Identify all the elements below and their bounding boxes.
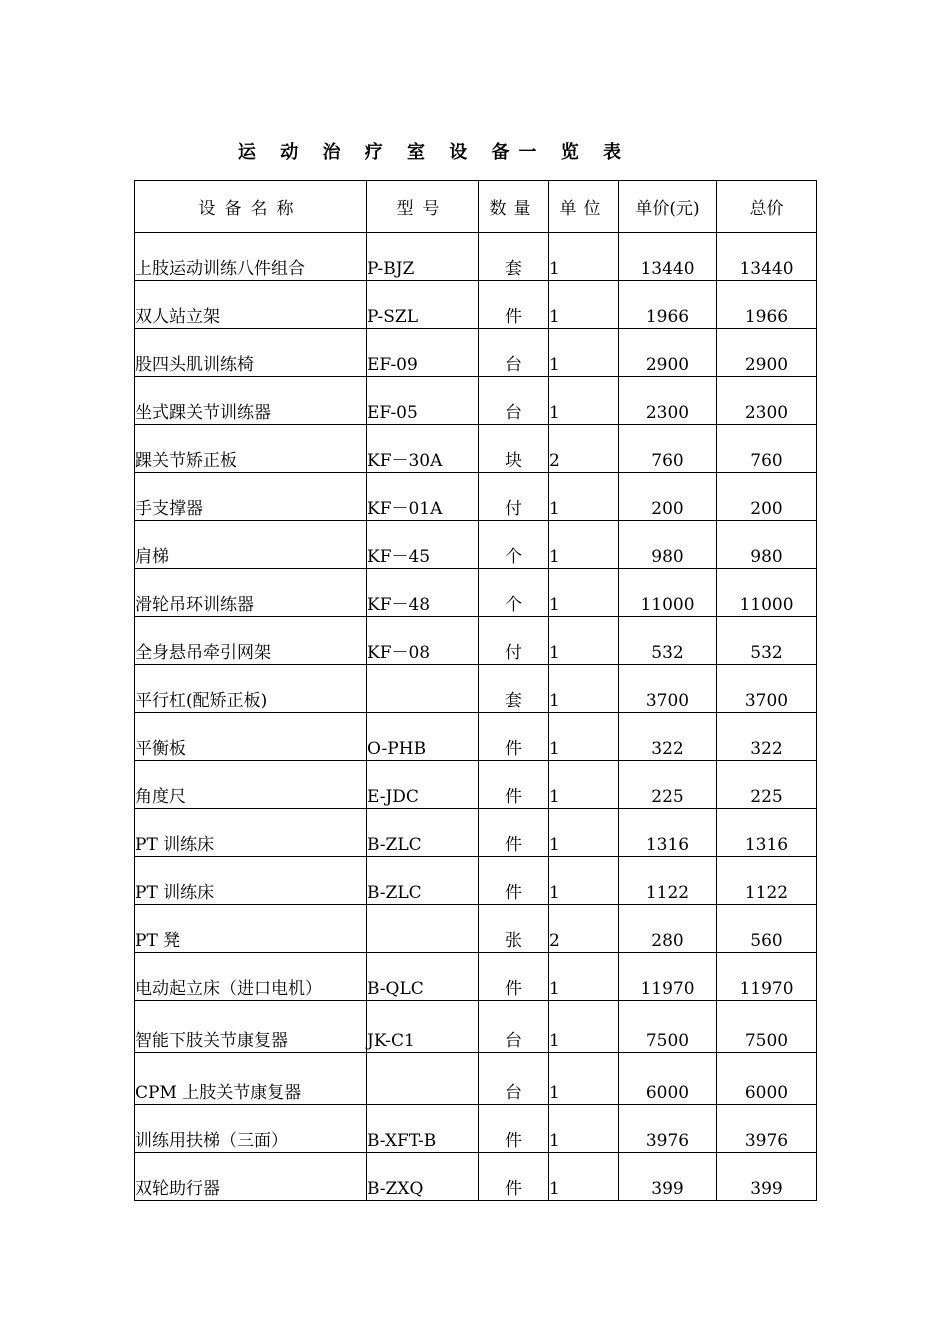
header-name: 设备名称: [135, 181, 367, 233]
cell-model: B-ZLC: [367, 857, 479, 905]
cell-name: 手支撑器: [135, 473, 367, 521]
cell-qty: 件: [479, 857, 549, 905]
cell-price: 11970: [619, 953, 717, 1001]
table-row: [135, 905, 817, 953]
cell-unit: 1: [549, 857, 619, 905]
cell-name: 训练用扶梯（三面）: [135, 1105, 367, 1153]
cell-name: 智能下肢关节康复器: [135, 1001, 367, 1053]
cell-qty: 件: [479, 281, 549, 329]
cell-price: 13440: [619, 233, 717, 281]
cell-price: 200: [619, 473, 717, 521]
cell-price: 1122: [619, 857, 717, 905]
cell-qty: 件: [479, 809, 549, 857]
cell-price: 1316: [619, 809, 717, 857]
table-row: [135, 857, 817, 905]
cell-model: [367, 665, 479, 713]
cell-name: 双轮助行器: [135, 1153, 367, 1201]
cell-name: PT 凳: [135, 905, 367, 953]
cell-model: KF－30A: [367, 425, 479, 473]
table-row: [135, 521, 817, 569]
cell-name: 电动起立床（进口电机）: [135, 953, 367, 1001]
cell-name: 平衡板: [135, 713, 367, 761]
table-row: [135, 1001, 817, 1053]
cell-qty: 台: [479, 377, 549, 425]
cell-qty: 件: [479, 1105, 549, 1153]
cell-total: 7500: [717, 1001, 817, 1053]
cell-total: 11000: [717, 569, 817, 617]
cell-model: B-QLC: [367, 953, 479, 1001]
cell-qty: 套: [479, 233, 549, 281]
table-row: [135, 1053, 817, 1105]
cell-qty: 台: [479, 1001, 549, 1053]
cell-model: JK-C1: [367, 1001, 479, 1053]
cell-qty: 付: [479, 473, 549, 521]
cell-model: [367, 905, 479, 953]
cell-unit: 1: [549, 1001, 619, 1053]
cell-qty: 台: [479, 329, 549, 377]
table-row: [135, 761, 817, 809]
cell-total: 11970: [717, 953, 817, 1001]
cell-total: 225: [717, 761, 817, 809]
cell-total: 1122: [717, 857, 817, 905]
cell-name: PT 训练床: [135, 857, 367, 905]
cell-name: 双人站立架: [135, 281, 367, 329]
table-row: [135, 233, 817, 281]
cell-price: 980: [619, 521, 717, 569]
equipment-table: [134, 180, 817, 1201]
cell-name: CPM 上肢关节康复器: [135, 1053, 367, 1105]
cell-qty: 个: [479, 521, 549, 569]
cell-model: P-BJZ: [367, 233, 479, 281]
cell-unit: 1: [549, 377, 619, 425]
cell-price: 2300: [619, 377, 717, 425]
page-title: 运 动 治 疗 室 设 备一 览 表: [237, 142, 631, 163]
table-row: [135, 329, 817, 377]
cell-unit: 1: [549, 713, 619, 761]
table-row: [135, 569, 817, 617]
cell-qty: 付: [479, 617, 549, 665]
cell-name: 滑轮吊环训练器: [135, 569, 367, 617]
cell-qty: 件: [479, 1153, 549, 1201]
cell-total: 2900: [717, 329, 817, 377]
cell-total: 3976: [717, 1105, 817, 1153]
cell-total: 322: [717, 713, 817, 761]
header-unit: 单位: [549, 181, 619, 233]
cell-total: 532: [717, 617, 817, 665]
table-row: [135, 425, 817, 473]
cell-unit: 1: [549, 233, 619, 281]
cell-name: 上肢运动训练八件组合: [135, 233, 367, 281]
cell-name: 平行杠(配矫正板): [135, 665, 367, 713]
cell-price: 6000: [619, 1053, 717, 1105]
header-price: 单价(元): [619, 181, 717, 233]
cell-price: 280: [619, 905, 717, 953]
cell-price: 760: [619, 425, 717, 473]
cell-unit: 1: [549, 569, 619, 617]
table-row: [135, 281, 817, 329]
cell-price: 11000: [619, 569, 717, 617]
cell-qty: 台: [479, 1053, 549, 1105]
cell-unit: 1: [549, 281, 619, 329]
table-row: [135, 665, 817, 713]
cell-total: 200: [717, 473, 817, 521]
table-row: [135, 1153, 817, 1201]
cell-model: B-XFT-B: [367, 1105, 479, 1153]
cell-price: 322: [619, 713, 717, 761]
cell-model: O-PHB: [367, 713, 479, 761]
cell-qty: 件: [479, 713, 549, 761]
cell-model: P-SZL: [367, 281, 479, 329]
cell-price: 1966: [619, 281, 717, 329]
cell-qty: 张: [479, 905, 549, 953]
cell-price: 3700: [619, 665, 717, 713]
cell-name: 踝关节矫正板: [135, 425, 367, 473]
cell-unit: 1: [549, 761, 619, 809]
cell-model: KF－08: [367, 617, 479, 665]
cell-total: 399: [717, 1153, 817, 1201]
cell-name: 角度尺: [135, 761, 367, 809]
cell-price: 532: [619, 617, 717, 665]
cell-unit: 2: [549, 905, 619, 953]
cell-name: 坐式踝关节训练器: [135, 377, 367, 425]
cell-unit: 1: [549, 1053, 619, 1105]
cell-model: E-JDC: [367, 761, 479, 809]
table-header-row: [135, 181, 817, 233]
cell-unit: 1: [549, 953, 619, 1001]
cell-price: 2900: [619, 329, 717, 377]
header-total: 总价: [717, 181, 817, 233]
cell-unit: 2: [549, 425, 619, 473]
cell-unit: 1: [549, 1105, 619, 1153]
cell-qty: 件: [479, 953, 549, 1001]
cell-model: EF-05: [367, 377, 479, 425]
cell-total: 3700: [717, 665, 817, 713]
cell-total: 560: [717, 905, 817, 953]
cell-qty: 个: [479, 569, 549, 617]
cell-total: 2300: [717, 377, 817, 425]
cell-qty: 件: [479, 761, 549, 809]
cell-price: 7500: [619, 1001, 717, 1053]
cell-unit: 1: [549, 473, 619, 521]
table-row: [135, 713, 817, 761]
cell-model: KF－48: [367, 569, 479, 617]
cell-total: 6000: [717, 1053, 817, 1105]
cell-unit: 1: [549, 521, 619, 569]
cell-unit: 1: [549, 809, 619, 857]
cell-total: 760: [717, 425, 817, 473]
cell-qty: 套: [479, 665, 549, 713]
cell-qty: 块: [479, 425, 549, 473]
header-model: 型号: [367, 181, 479, 233]
cell-unit: 1: [549, 617, 619, 665]
cell-model: KF－45: [367, 521, 479, 569]
table-row: [135, 1105, 817, 1153]
table-row: [135, 809, 817, 857]
cell-name: 股四头肌训练椅: [135, 329, 367, 377]
table-row: [135, 617, 817, 665]
cell-unit: 1: [549, 329, 619, 377]
cell-total: 1966: [717, 281, 817, 329]
cell-model: B-ZXQ: [367, 1153, 479, 1201]
cell-model: EF-09: [367, 329, 479, 377]
cell-model: B-ZLC: [367, 809, 479, 857]
table-row: [135, 377, 817, 425]
cell-unit: 1: [549, 665, 619, 713]
cell-total: 1316: [717, 809, 817, 857]
table-row: [135, 473, 817, 521]
cell-price: 225: [619, 761, 717, 809]
cell-price: 3976: [619, 1105, 717, 1153]
header-qty: 数量: [479, 181, 549, 233]
cell-unit: 1: [549, 1153, 619, 1201]
cell-total: 980: [717, 521, 817, 569]
cell-total: 13440: [717, 233, 817, 281]
cell-price: 399: [619, 1153, 717, 1201]
cell-name: 肩梯: [135, 521, 367, 569]
cell-name: 全身悬吊牵引网架: [135, 617, 367, 665]
cell-model: KF－01A: [367, 473, 479, 521]
cell-name: PT 训练床: [135, 809, 367, 857]
table-row: [135, 953, 817, 1001]
cell-model: [367, 1053, 479, 1105]
